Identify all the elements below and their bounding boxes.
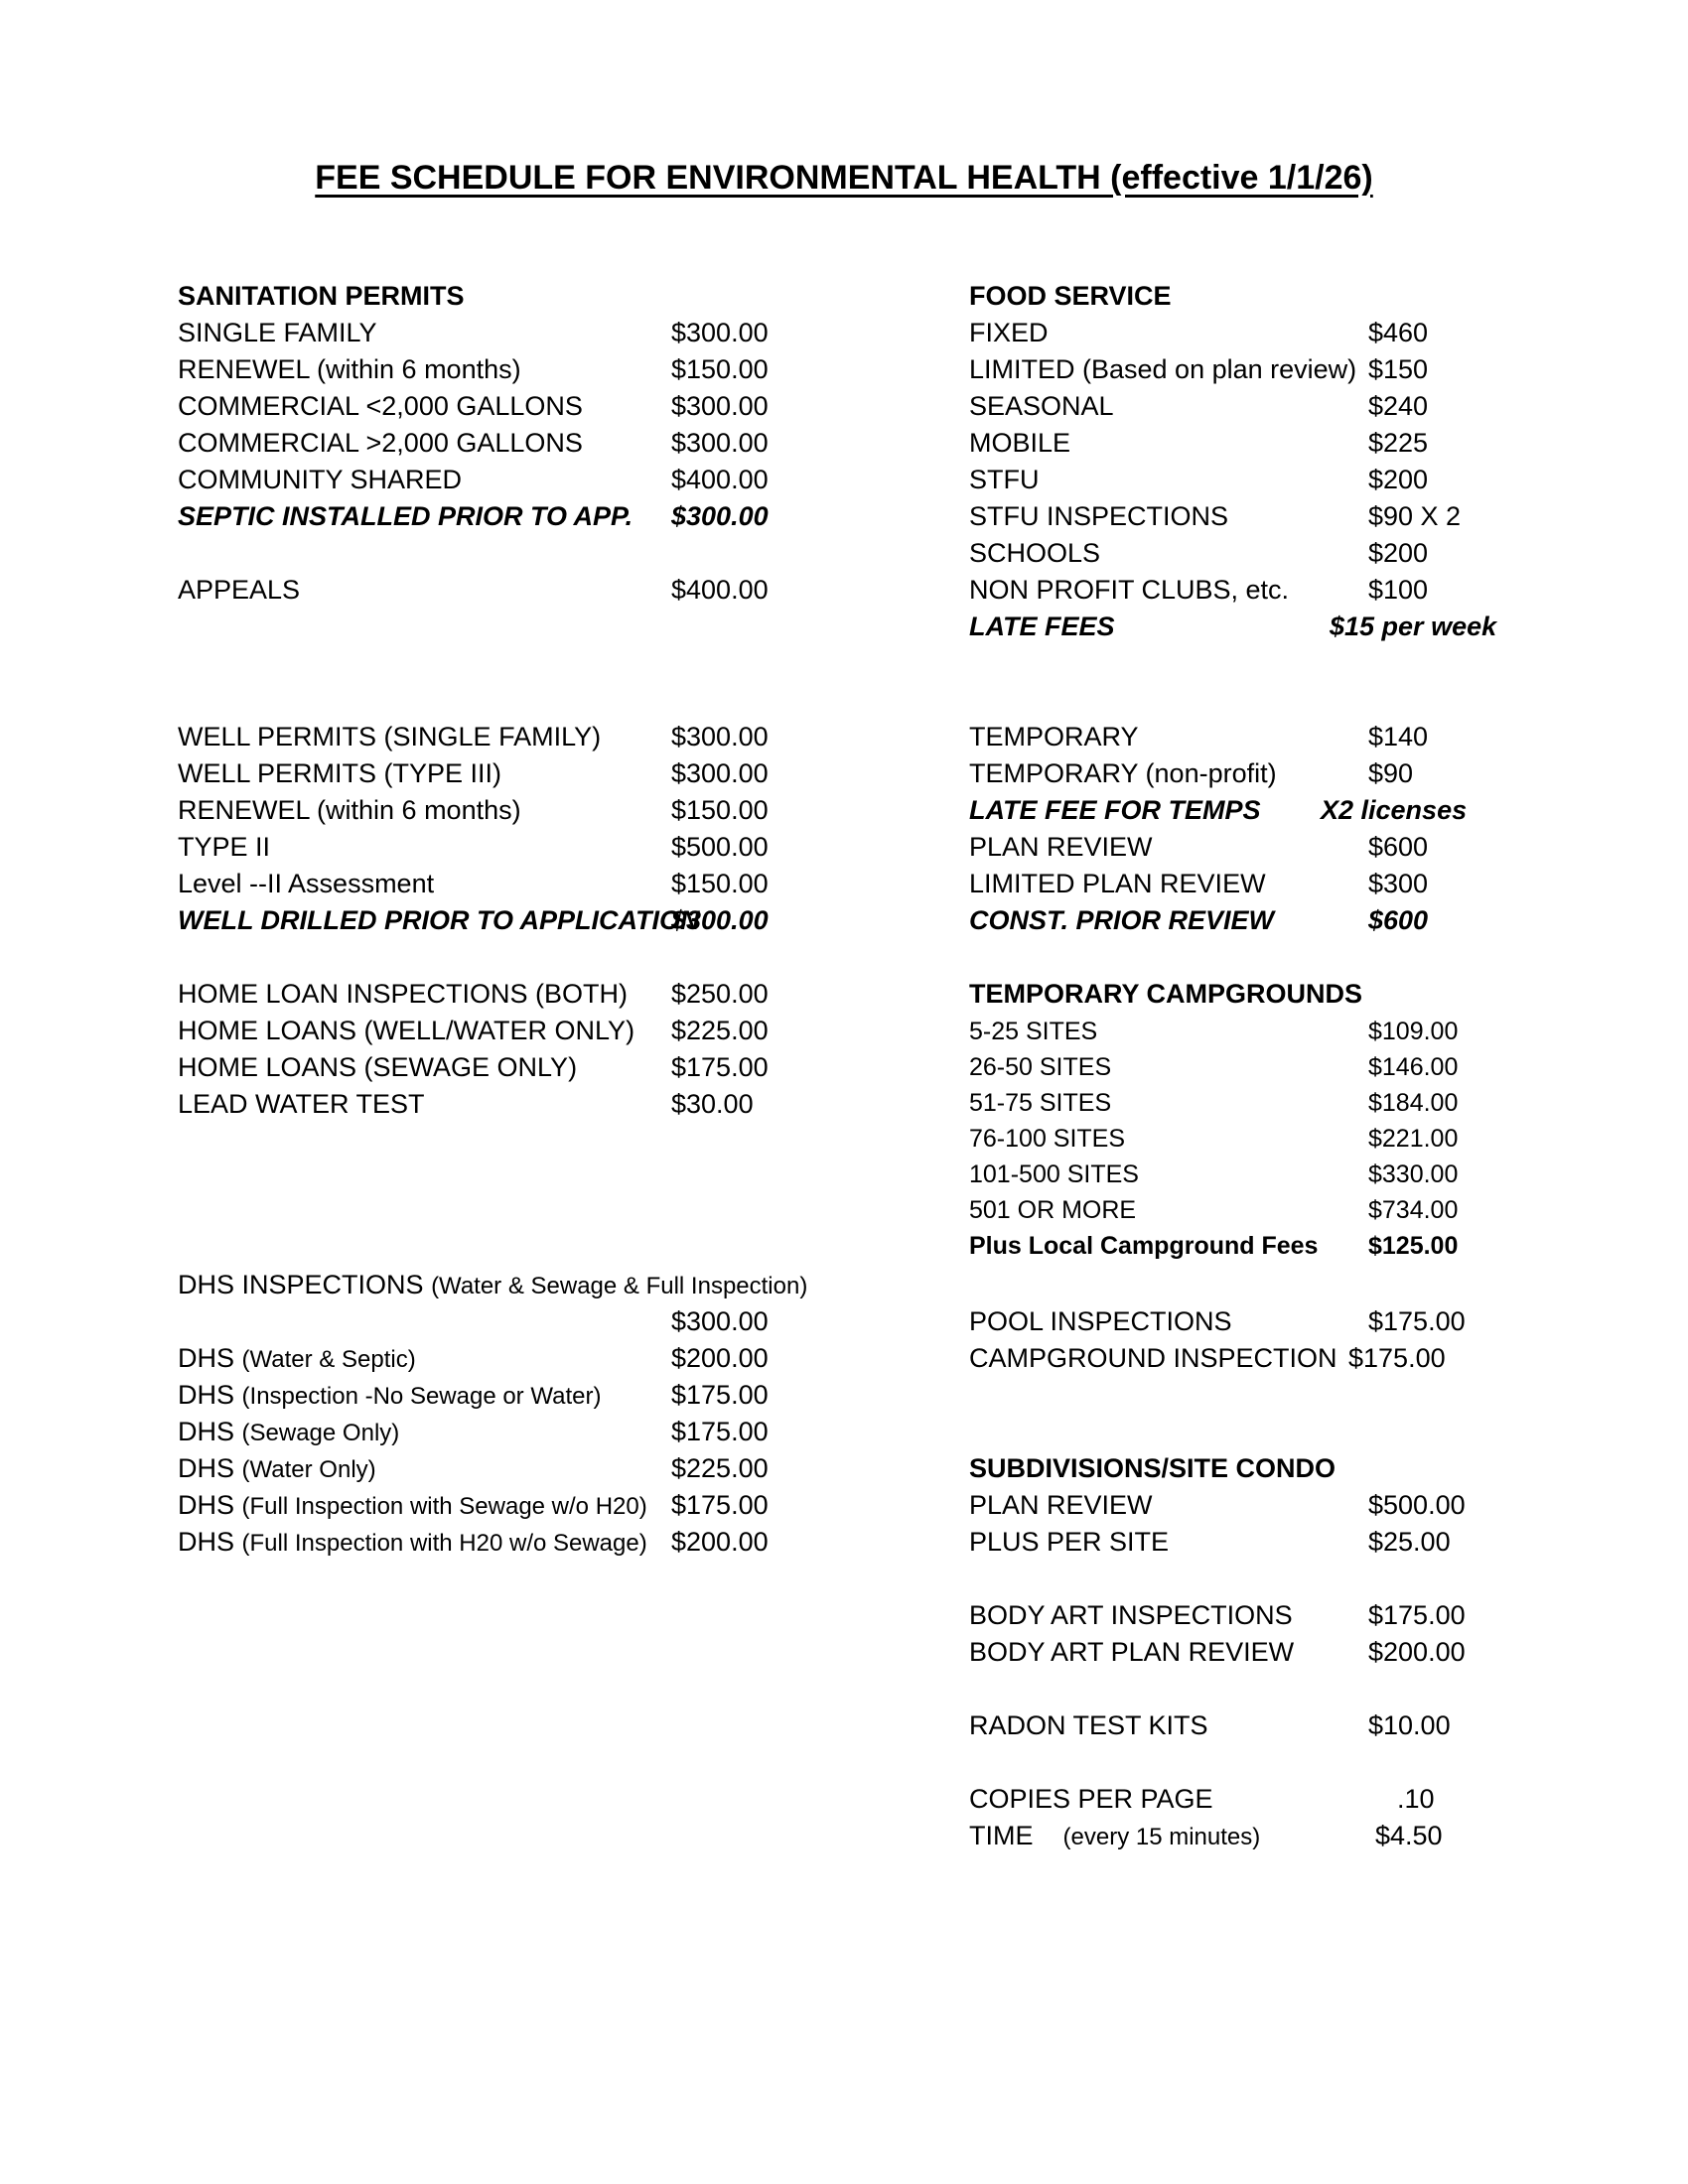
fee-value: $175.00 (671, 1380, 769, 1410)
fee-value: $300.00 (671, 905, 769, 935)
fee-label: LEAD WATER TEST (178, 1089, 425, 1119)
fee-label: DHS (178, 1380, 235, 1410)
fee-value: $90 X 2 (1368, 501, 1462, 531)
fee-label: PLAN REVIEW (969, 832, 1153, 862)
fee-label: NON PROFIT CLUBS, etc. (969, 575, 1290, 605)
fee-label-sub: (Full Inspection with Sewage w/o H20) (241, 1493, 647, 1520)
fee-label: SEPTIC INSTALLED PRIOR TO APP. (178, 501, 633, 531)
fee-label: FIXED (969, 318, 1049, 347)
fee-label: TIME (969, 1821, 1034, 1850)
fee-label: 501 OR MORE (969, 1196, 1137, 1224)
fee-label: SINGLE FAMILY (178, 318, 377, 347)
page-title: FEE SCHEDULE FOR ENVIRONMENTAL HEALTH (effective 1/1/26) (315, 159, 1373, 197)
fee-value: $300.00 (671, 391, 769, 421)
fee-label: RENEWEL (within 6 months) (178, 795, 521, 825)
fee-value: $150.00 (671, 795, 769, 825)
fee-value: $734.00 (1368, 1196, 1459, 1224)
fee-value: $300.00 (671, 1306, 769, 1336)
fee-label: DHS (178, 1527, 235, 1557)
fee-value: $109.00 (1368, 1018, 1459, 1045)
fee-label: LATE FEES (969, 612, 1115, 641)
fee-value: X2 licenses (1321, 795, 1468, 825)
fee-label: DHS (178, 1453, 235, 1483)
fee-value: $150.00 (671, 354, 769, 384)
fee-label: POOL INSPECTIONS (969, 1306, 1232, 1336)
fee-label: STFU INSPECTIONS (969, 501, 1229, 531)
fee-label: COMMERCIAL >2,000 GALLONS (178, 428, 583, 458)
fee-value: $140 (1368, 722, 1429, 751)
fee-value: $10.00 (1368, 1710, 1451, 1740)
fee-label: LATE FEE FOR TEMPS (969, 795, 1261, 825)
fee-value: $200.00 (1368, 1637, 1466, 1667)
fee-label: 76-100 SITES (969, 1125, 1126, 1153)
fee-value: $30.00 (671, 1089, 754, 1119)
dhs-heading-sub: (Water & Sewage & Full Inspection) (431, 1273, 808, 1299)
fee-label: BODY ART PLAN REVIEW (969, 1637, 1295, 1667)
fee-value: $300 (1368, 869, 1429, 898)
fee-value: $100 (1368, 575, 1429, 605)
food-service-heading: FOOD SERVICE (969, 281, 1172, 311)
fee-label: PLUS PER SITE (969, 1527, 1170, 1557)
fee-label: SEASONAL (969, 391, 1114, 421)
fee-value: $175.00 (1368, 1306, 1466, 1336)
fee-value: $184.00 (1368, 1089, 1459, 1117)
fee-value: $225.00 (671, 1453, 769, 1483)
fee-label: 5-25 SITES (969, 1018, 1098, 1045)
fee-value: $221.00 (1368, 1125, 1459, 1153)
fee-label: BODY ART INSPECTIONS (969, 1600, 1293, 1630)
fee-value: $146.00 (1368, 1053, 1459, 1081)
fee-label: APPEALS (178, 575, 301, 605)
fee-label: TEMPORARY (969, 722, 1139, 751)
fee-value: $300.00 (671, 318, 769, 347)
fee-value: $150.00 (671, 869, 769, 898)
fee-value: $90 (1368, 758, 1414, 788)
fee-label: RENEWEL (within 6 months) (178, 354, 521, 384)
fee-label: WELL PERMITS (TYPE III) (178, 758, 502, 788)
fee-value: $300.00 (671, 428, 769, 458)
fee-label: 101-500 SITES (969, 1160, 1139, 1188)
fee-value: $300.00 (671, 722, 769, 751)
fee-label-sub: (every 15 minutes) (1062, 1824, 1261, 1850)
fee-label: DHS (178, 1343, 235, 1373)
fee-label: TYPE II (178, 832, 271, 862)
fee-value: $330.00 (1368, 1160, 1459, 1188)
fee-label-sub: (Water & Septic) (241, 1346, 416, 1373)
fee-label: RADON TEST KITS (969, 1710, 1208, 1740)
fee-label: COMMERCIAL <2,000 GALLONS (178, 391, 583, 421)
fee-label: DHS (178, 1417, 235, 1446)
fee-value: $175.00 (671, 1417, 769, 1446)
fee-value: $400.00 (671, 465, 769, 494)
fee-label: LIMITED (Based on plan review) (969, 354, 1357, 384)
fee-value: $200.00 (671, 1343, 769, 1373)
fee-label: WELL PERMITS (SINGLE FAMILY) (178, 722, 602, 751)
fee-value: $150 (1368, 354, 1429, 384)
campgrounds-heading: TEMPORARY CAMPGROUNDS (969, 979, 1363, 1009)
fee-value: $25.00 (1368, 1527, 1451, 1557)
fee-value: $300.00 (671, 501, 769, 531)
fee-label-sub: (Inspection -No Sewage or Water) (241, 1383, 602, 1410)
fee-label: LIMITED PLAN REVIEW (969, 869, 1266, 898)
fee-value: $200 (1368, 538, 1429, 568)
fee-label-sub: (Full Inspection with H20 w/o Sewage) (241, 1530, 647, 1557)
fee-value: .10 (1397, 1784, 1435, 1814)
fee-label: COPIES PER PAGE (969, 1784, 1213, 1814)
fee-value: $200.00 (671, 1527, 769, 1557)
fee-label: DHS (178, 1490, 235, 1520)
fee-value: $175.00 (1368, 1600, 1466, 1630)
fee-label-sub: (Water Only) (241, 1456, 376, 1483)
fee-label-sub: (Sewage Only) (241, 1420, 400, 1446)
fee-label: COMMUNITY SHARED (178, 465, 463, 494)
fee-value: $225.00 (671, 1016, 769, 1045)
fee-value: $200 (1368, 465, 1429, 494)
fee-label: 51-75 SITES (969, 1089, 1112, 1117)
fee-label: Level --II Assessment (178, 869, 435, 898)
fee-value: $500.00 (671, 832, 769, 862)
fee-label: HOME LOAN INSPECTIONS (BOTH) (178, 979, 629, 1009)
dhs-heading: DHS INSPECTIONS (178, 1270, 424, 1299)
fee-label: CAMPGROUND INSPECTION (969, 1343, 1337, 1373)
fee-label: PLAN REVIEW (969, 1490, 1153, 1520)
fee-value: $175.00 (1348, 1343, 1446, 1373)
fee-value: $400.00 (671, 575, 769, 605)
fee-value: $125.00 (1368, 1232, 1459, 1260)
subdivisions-heading: SUBDIVISIONS/SITE CONDO (969, 1453, 1336, 1483)
fee-label: TEMPORARY (non-profit) (969, 758, 1277, 788)
fee-label: HOME LOANS (SEWAGE ONLY) (178, 1052, 578, 1082)
fee-value: $175.00 (671, 1490, 769, 1520)
fee-value: $600 (1368, 832, 1429, 862)
fee-label: MOBILE (969, 428, 1071, 458)
fee-label: STFU (969, 465, 1040, 494)
fee-value: $175.00 (671, 1052, 769, 1082)
fee-value: $600 (1368, 905, 1429, 935)
fee-value: $15 per week (1330, 612, 1497, 641)
fee-label: Plus Local Campground Fees (969, 1232, 1319, 1260)
fee-label: CONST. PRIOR REVIEW (969, 905, 1275, 935)
fee-value: $500.00 (1368, 1490, 1466, 1520)
fee-value: $4.50 (1375, 1821, 1443, 1850)
sanitation-heading: SANITATION PERMITS (178, 281, 465, 311)
fee-label: 26-50 SITES (969, 1053, 1112, 1081)
fee-value: $250.00 (671, 979, 769, 1009)
fee-value: $460 (1368, 318, 1429, 347)
fee-label: WELL DRILLED PRIOR TO APPLICATION (178, 905, 700, 935)
fee-value: $225 (1368, 428, 1429, 458)
fee-label: HOME LOANS (WELL/WATER ONLY) (178, 1016, 635, 1045)
fee-value: $300.00 (671, 758, 769, 788)
fee-value: $240 (1368, 391, 1429, 421)
fee-label: SCHOOLS (969, 538, 1101, 568)
